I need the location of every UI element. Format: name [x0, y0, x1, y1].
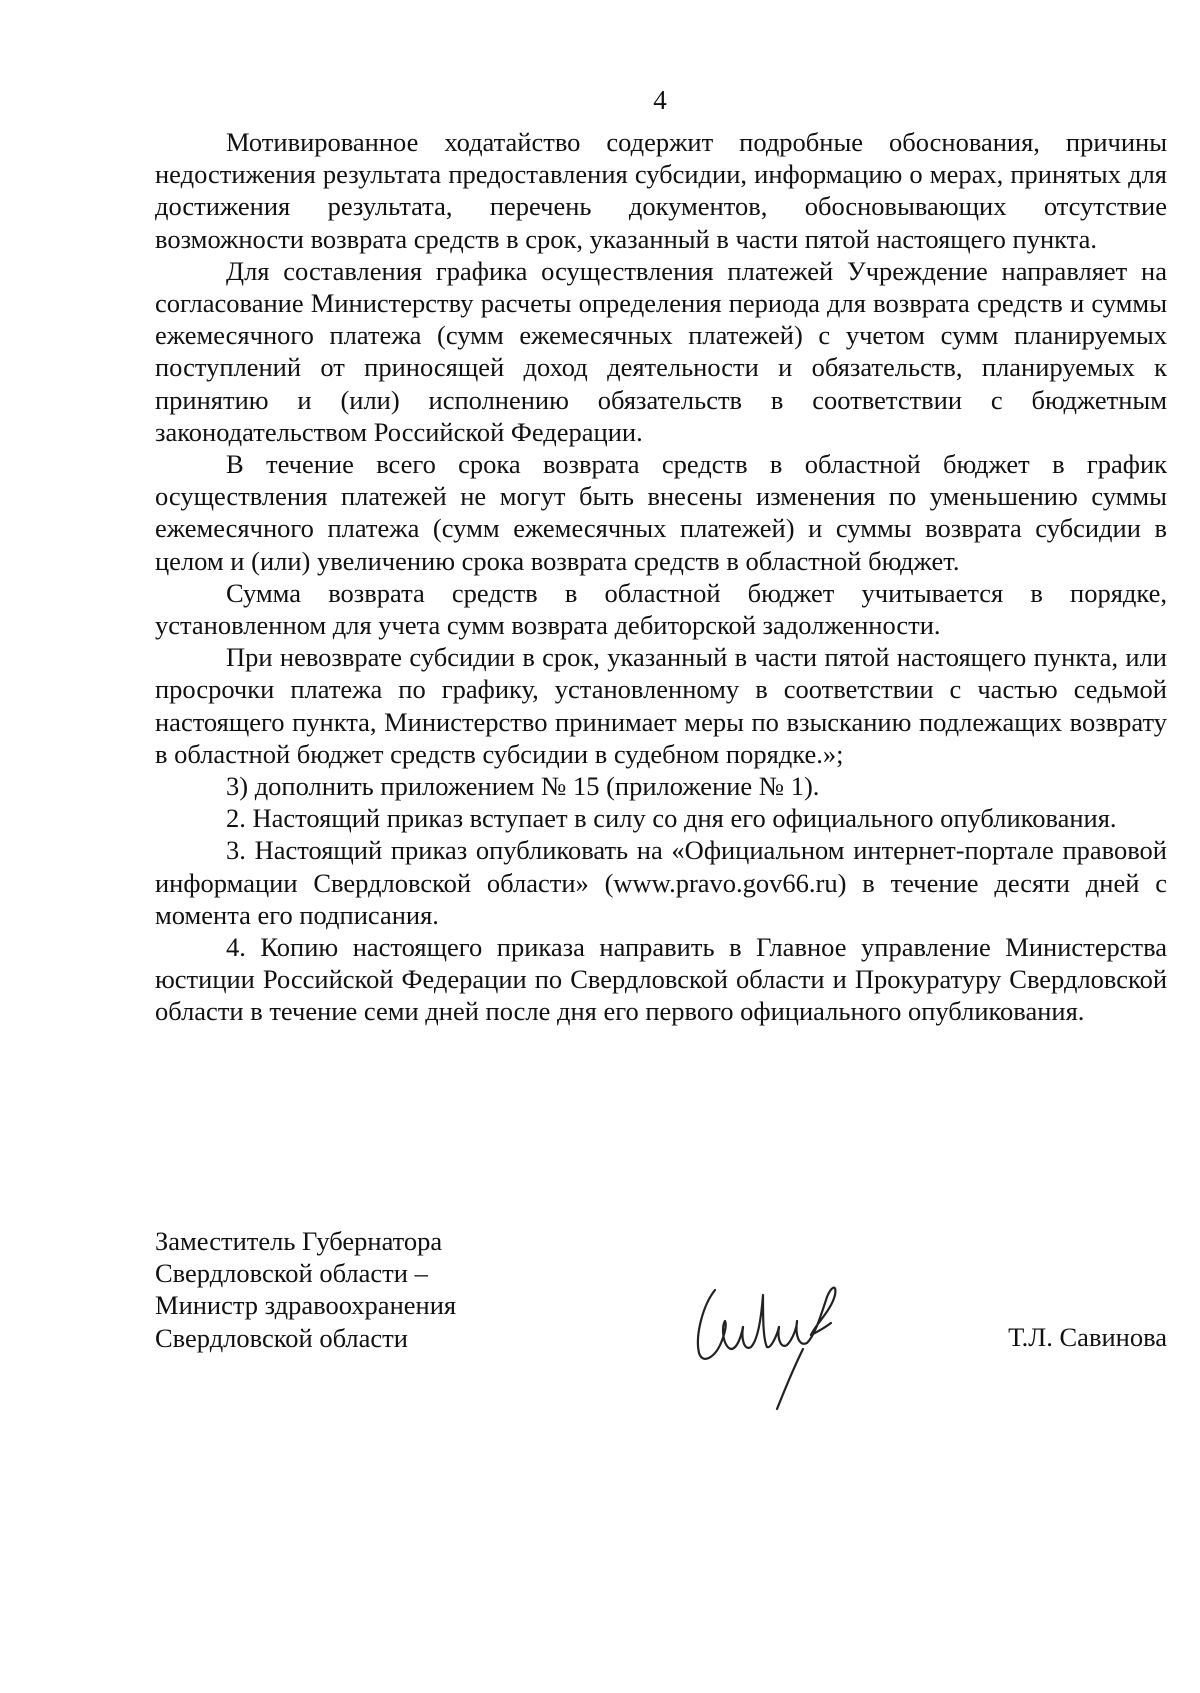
signature-block	[155, 1225, 1167, 1425]
paragraph-copy-distribution: 4. Копию настоящего приказа направить в Главное управление Министерства юстиции Российской Федерации по Свердловской области и Прокуратуру Свердловской области в течение семи дней после дня его первого официального опубликования.	[155, 932, 1167, 1027]
paragraph-payment-schedule: Для составления графика осуществления платежей Учреждение направляет на согласование Министерству расчеты определения периода для возврата средств и суммы ежемесячного платежа (сумм ежемесячных платежей) с учетом сумм планируемых поступлений от приносящей доход деятельности и обязательств, планируемых к принятию и (или) исполнению обязательств в соответствии с бюджетным законодательством Российской Федерации.	[155, 255, 1167, 447]
paragraph-motivated-petition: Мотивированное ходатайство содержит подробные обоснования, причины недостижения результата предоставления субсидии, информацию о мерах, принятых для достижения результата, перечень документов, обосновывающих отсутствие возможности возврата средств в срок, указанный в части пятой настоящего пункта.	[155, 127, 1167, 254]
handwritten-signature	[685, 1265, 855, 1415]
signatory-title-line: Свердловской области	[155, 1322, 408, 1353]
signatory-title-line: Свердловской области –	[155, 1258, 428, 1289]
paragraph-effective-date: 2. Настоящий приказ вступает в силу со дня его официального опубликования.	[226, 803, 1117, 834]
paragraph-non-return: При невозврате субсидии в срок, указанный в части пятой настоящего пункта, или просрочки платежа по графику, установленному в соответствии с частью седьмой настоящего пункта, Министерство принимает меры по взысканию подлежащих возврату в областной бюджет средств субсидии в судебном порядке.»;	[155, 642, 1167, 769]
paragraph-appendix: 3) дополнить приложением № 15 (приложение № 1).	[226, 771, 820, 802]
signatory-title	[155, 1225, 575, 1354]
paragraph-no-changes: В течение всего срока возврата средств в областной бюджет в график осуществления платежей не могут быть внесены изменения по уменьшению суммы ежемесячного платежа (сумм ежемесячных платежей) и суммы возврата субсидии в целом и (или) увеличению срока возврата средств в областной бюджет.	[155, 449, 1167, 576]
paragraph-publication: 3. Настоящий приказ опубликовать на «Официальном интернет-портале правовой информации Свердловской области» (www.pravo.gov66.ru) в течение десяти дней с момента его подписания.	[155, 835, 1167, 930]
signatory-name: Т.Л. Савинова	[1008, 1322, 1167, 1352]
signatory-title-line: Министр здравоохранения	[155, 1290, 457, 1321]
paragraph-accounting: Сумма возврата средств в областной бюджет учитывается в порядке, установленном для учета сумм возврата дебиторской задолженности.	[155, 577, 1167, 641]
document-body	[155, 126, 1167, 1028]
page-number: 4	[653, 85, 667, 115]
signatory-title-line: Заместитель Губернатора	[155, 1226, 443, 1256]
